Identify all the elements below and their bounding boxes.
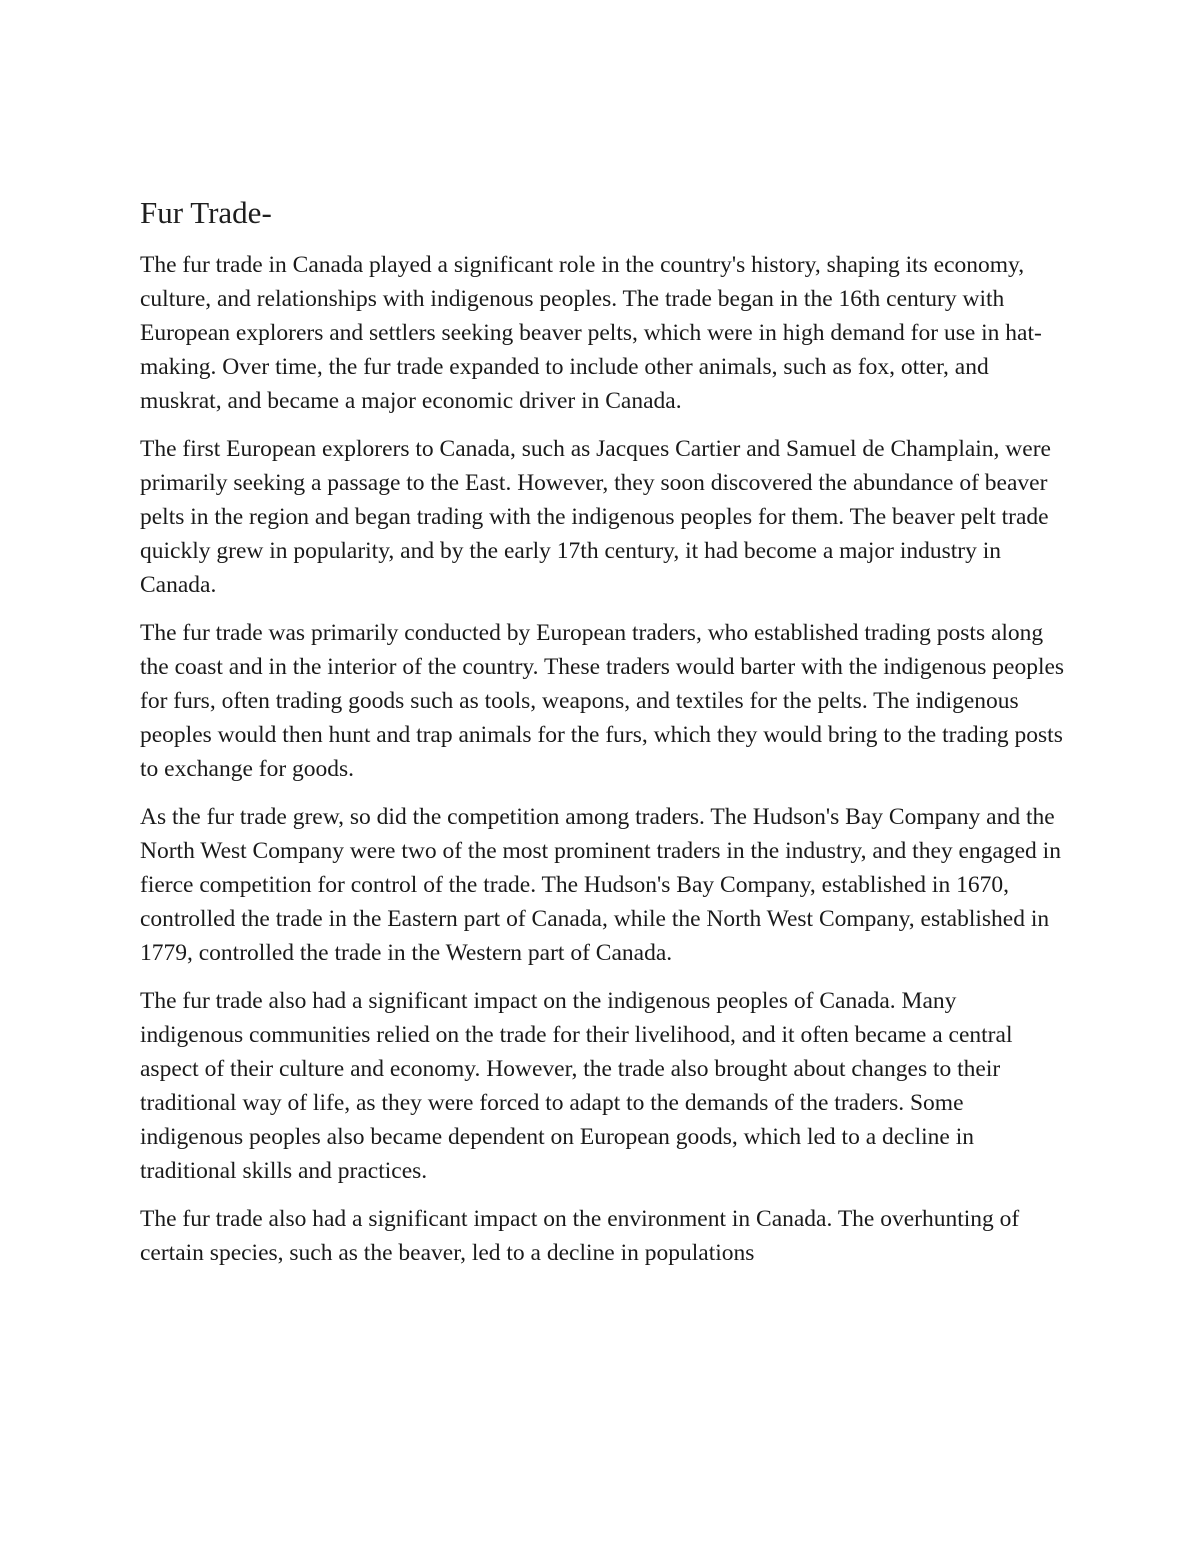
- paragraph-6: The fur trade also had a significant impact on the environment in Canada. The overhunting of certain species, such as the beaver, led to a decline in populations: [140, 1206, 1020, 1266]
- paragraph-1: The fur trade in Canada played a significant role in the country's history, shaping its economy, culture, and relationships with indigenous peoples. The trade began in the 16th century with European explorers and settlers seeking beaver pelts, which were in high demand for use in hat-making. Over time, the fur trade expanded to include other animals, such as fox, otter, and muskrat, and became a major economic driver in Canada.: [140, 252, 1042, 414]
- document-body: [140, 193, 1065, 1284]
- paragraph-5: The fur trade also had a significant impact on the indigenous peoples of Canada. Many indigenous communities relied on the trade for their livelihood, and it often became a central aspect of their culture and economy. However, the trade also brought about changes to their traditional way of life, as they were forced to adapt to the demands of the traders. Some indigenous peoples also became dependent on European goods, which led to a decline in traditional skills and practices.: [140, 988, 1013, 1184]
- paragraph-2: The first European explorers to Canada, such as Jacques Cartier and Samuel de Champlain, were primarily seeking a passage to the East. However, they soon discovered the abundance of beaver pelts in the region and began trading with the indigenous peoples for them. The beaver pelt trade quickly grew in popularity, and by the early 17th century, it had become a major industry in Canada.: [140, 436, 1051, 598]
- paragraph-4: As the fur trade grew, so did the competition among traders. The Hudson's Bay Company and the North West Company were two of the most prominent traders in the industry, and they engaged in fierce competition for control of the trade. The Hudson's Bay Company, established in 1670, controlled the trade in the Eastern part of Canada, while the North West Company, established in 1779, controlled the trade in the Western part of Canada.: [140, 804, 1061, 966]
- paragraph-3: The fur trade was primarily conducted by European traders, who established trading posts along the coast and in the interior of the country. These traders would barter with the indigenous peoples for furs, often trading goods such as tools, weapons, and textiles for the pelts. The indigenous peoples would then hunt and trap animals for the furs, which they would bring to the trading posts to exchange for goods.: [140, 620, 1065, 782]
- document-title: Fur Trade-: [140, 195, 272, 230]
